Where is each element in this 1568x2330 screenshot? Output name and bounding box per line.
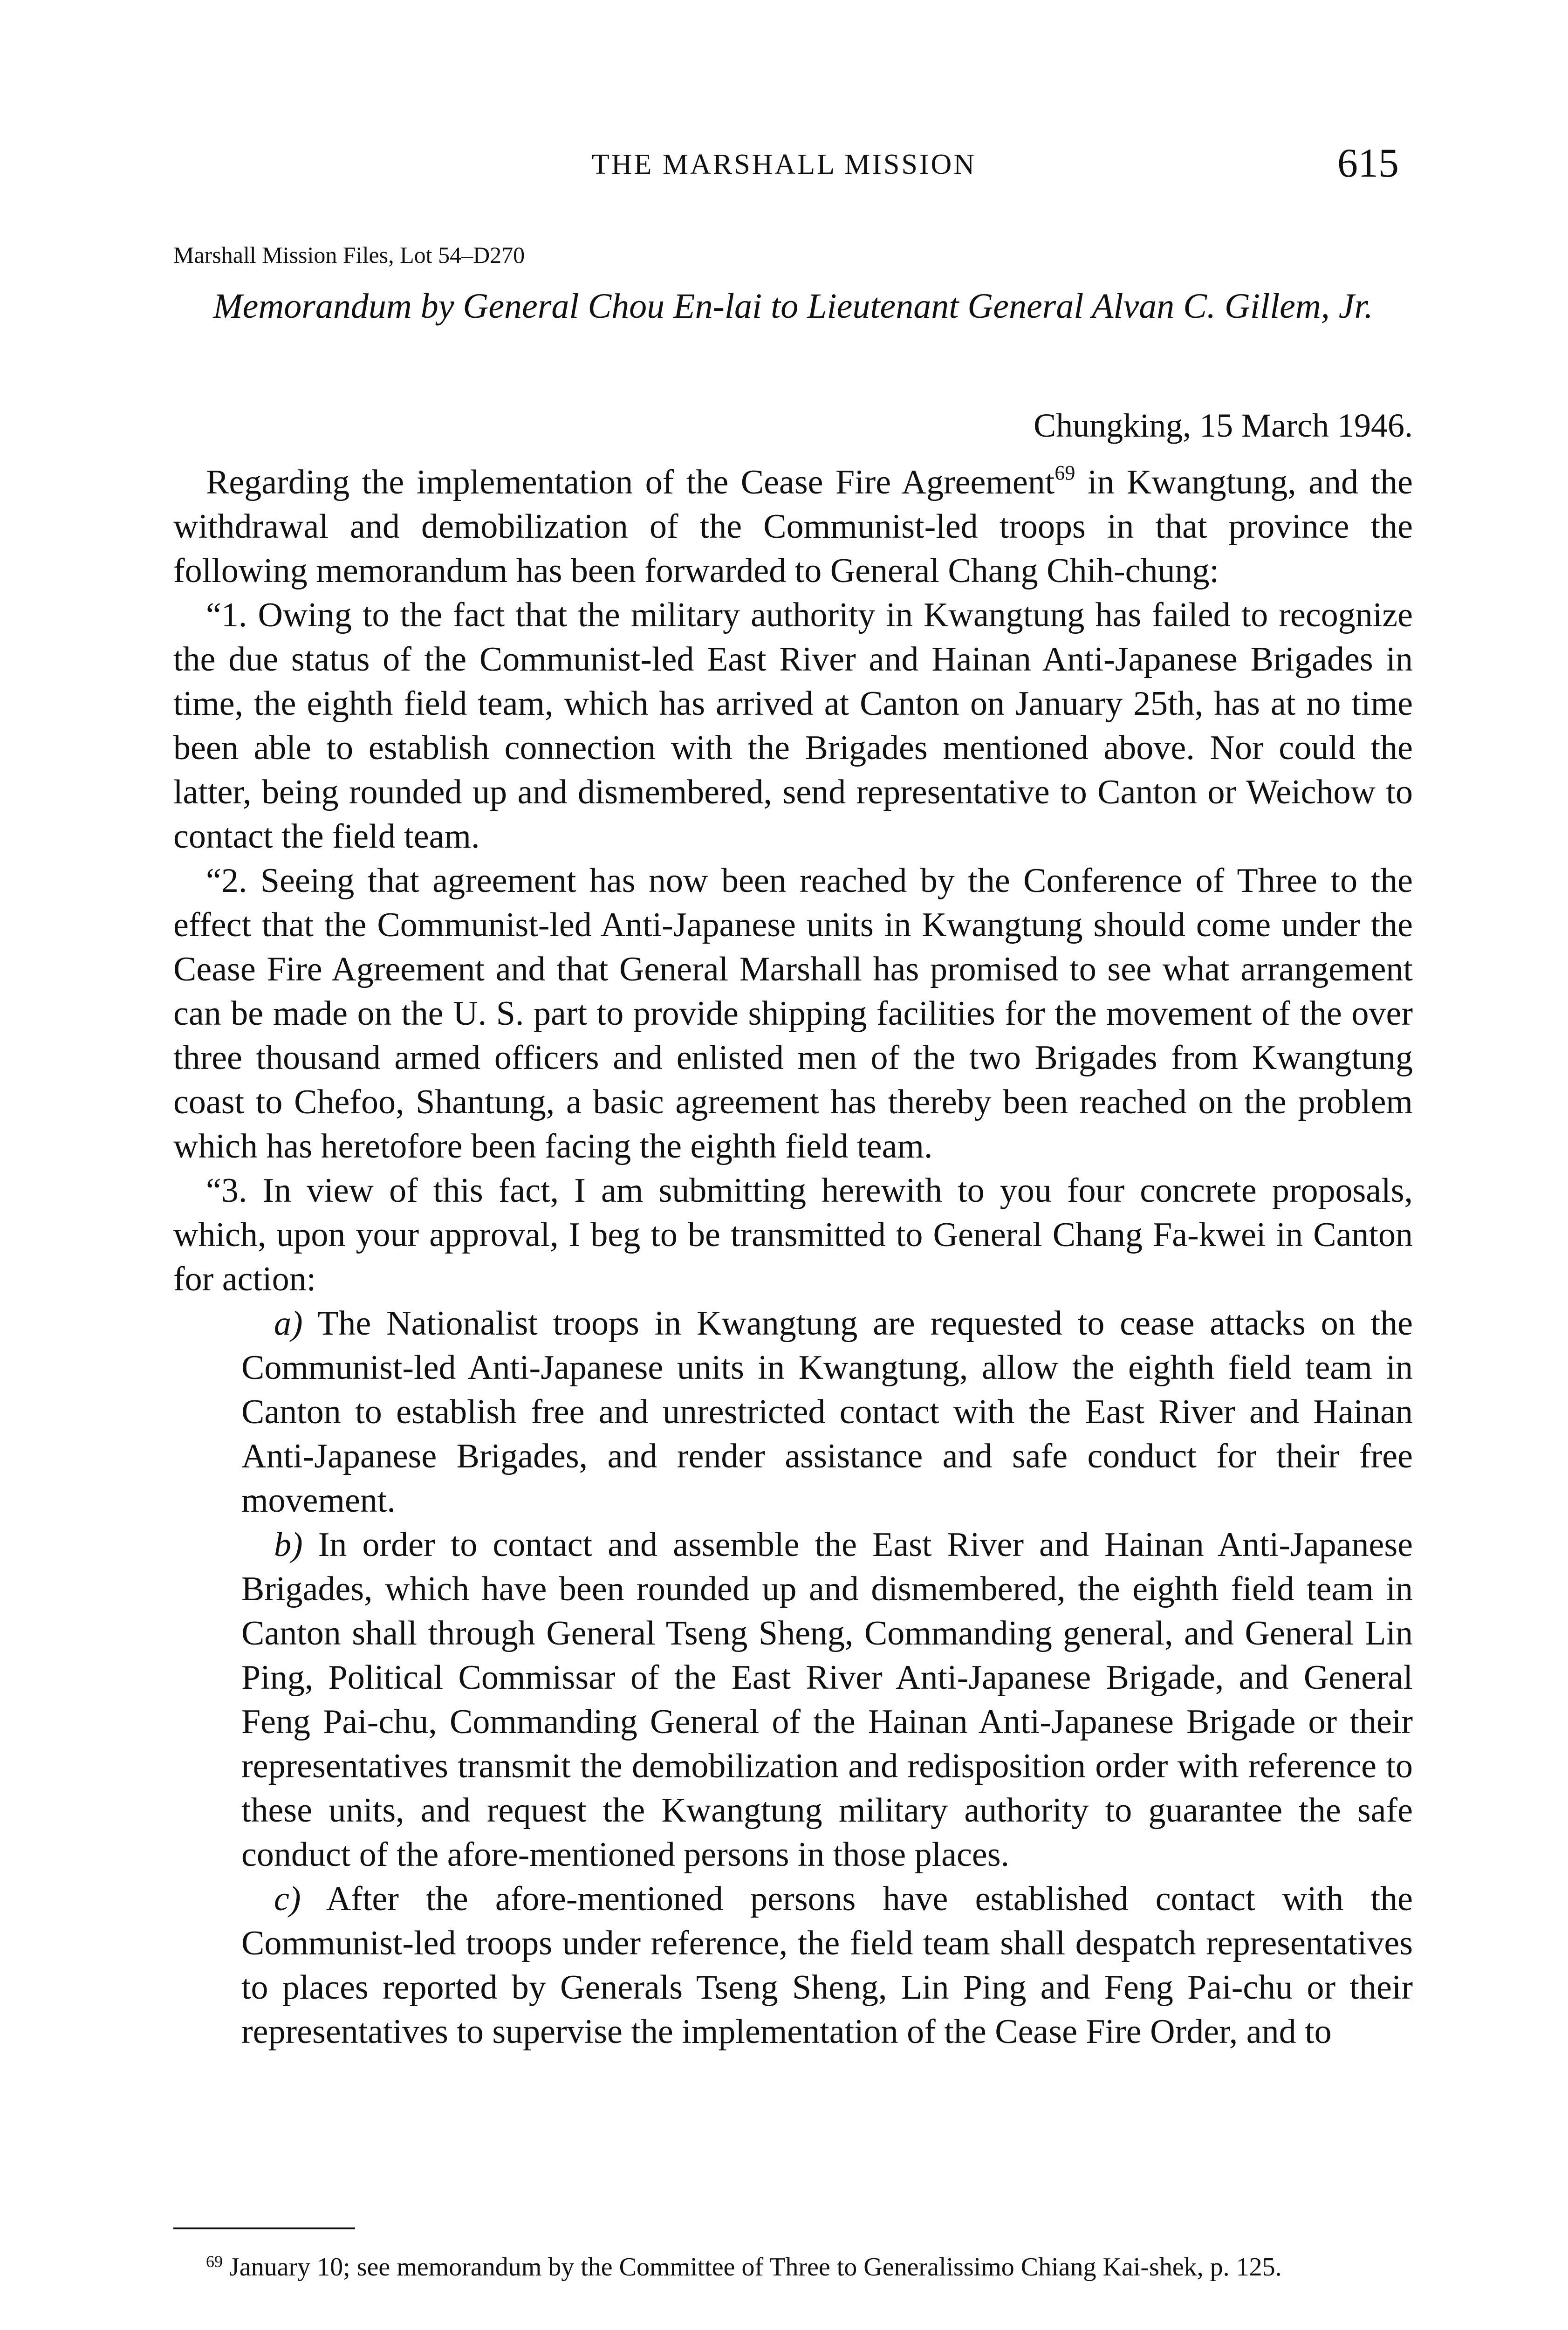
intro-text: Regarding the implementation of the Cease Fire Agreement	[206, 463, 1055, 501]
proposal-a	[241, 1302, 1413, 1523]
proposal-c	[241, 1877, 1413, 2054]
numbered-paragraph-3: “3. In view of this fact, I am submitting herewith to you four concrete proposals, which, upon your approval, I beg to be transmitted to General Chang Fa-kwei in Canton for action:	[173, 1172, 1413, 1298]
intro-paragraph	[173, 460, 1413, 593]
proposal-marker: c)	[274, 1880, 301, 1918]
proposal-marker: b)	[274, 1526, 303, 1564]
footnote-divider	[173, 2227, 355, 2229]
proposal-text: The Nationalist troops in Kwangtung are requested to cease attacks on the Communist-led Anti-Japanese units in Kwangtung, allow the eighth field team in Canton to establish free and unrestricted contact with the East River and Hainan Anti-Japanese Brigades, and render assistance and safe conduct for their free movement.	[241, 1304, 1413, 1520]
intro-text-continued: in Kwangtung, and the withdrawal and demobilization of the Communist-led troops in that province the following memorandum has been forwarded to General Chang Chih-chung:	[173, 463, 1413, 590]
proposal-text: In order to contact and assemble the East River and Hainan Anti-Japanese Brigades, which have been rounded up and dismembered, the eighth field team in Canton shall through General Tseng Sheng, Commanding general, and General Lin Ping, Political Commissar of the East River Anti-Japanese Brigade, and General Feng Pai-chu, Commanding General of the Hainan Anti-Japanese Brigade or their representatives transmit the demobilization and redisposition order with reference to these units, and request the Kwangtung military authority to guarantee the safe conduct of the afore-mentioned persons in those places.	[241, 1526, 1413, 1874]
page-number: 615	[1337, 141, 1399, 186]
proposal-b	[241, 1523, 1413, 1877]
proposal-marker: a)	[274, 1304, 303, 1343]
document-title: Memorandum by General Chou En-lai to Lieutenant General Alvan C. Gillem, Jr.	[213, 287, 1373, 326]
dateline: Chungking, 15 March 1946.	[1034, 407, 1413, 444]
running-head: THE MARSHALL MISSION	[591, 149, 977, 180]
footnote-text: January 10; see memorandum by the Committee of Three to Generalissimo Chiang Kai-shek, p. 125.	[223, 2253, 1282, 2282]
numbered-paragraph-1: “1. Owing to the fact that the military authority in Kwangtung has failed to recognize the due status of the Communist-led East River and Hainan Anti-Japanese Brigades in time, the eighth field team, which has arrived at Canton on January 25th, has at no time been able to establish connection with the Brigades mentioned above. Nor could the latter, being rounded up and dismembered, send representative to Canton or Weichow to contact the field team.	[173, 596, 1413, 856]
footnote-mark: 69	[206, 2252, 223, 2271]
footnote-reference: 69	[1054, 461, 1075, 484]
memorandum-body	[173, 460, 1413, 2054]
source-note: Marshall Mission Files, Lot 54–D270	[173, 242, 525, 268]
numbered-paragraph-2: “2. Seeing that agreement has now been reached by the Conference of Three to the effect that the Communist-led Anti-Japanese units in Kwangtung should come under the Cease Fire Agreement and that General Marshall has promised to see what arrangement can be made on the U. S. part to provide shipping facilities for the movement of the over three thousand armed officers and enlisted men of the two Brigades from Kwangtung coast to Chefoo, Shantung, a basic agreement has thereby been reached on the problem which has heretofore been facing the eighth field team.	[173, 862, 1413, 1165]
proposal-text: After the afore-mentioned persons have established contact with the Communist-led troops under reference, the field team shall despatch representatives to places reported by Generals Tseng Sheng, Lin Ping and Feng Pai-chu or their representatives to supervise the implementation of the Cease Fire Order, and to	[241, 1880, 1413, 2051]
footnote	[173, 2251, 1413, 2283]
